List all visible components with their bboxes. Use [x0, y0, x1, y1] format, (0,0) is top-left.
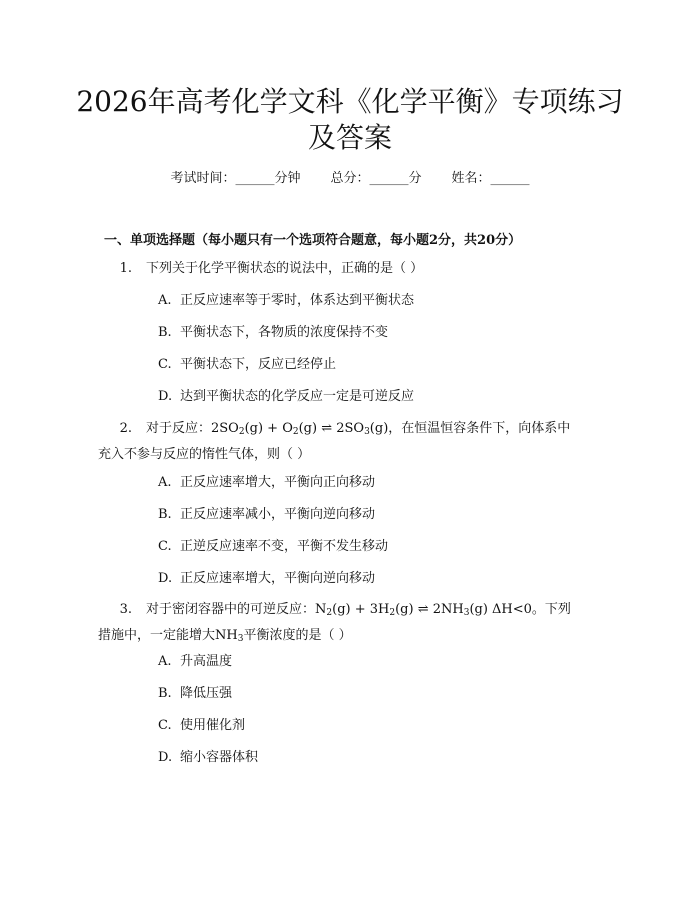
question-3 [98, 597, 604, 649]
question-3-option-a [158, 653, 232, 671]
option-letter: D. [158, 750, 173, 765]
question-1-option-d [158, 388, 414, 406]
question-3-line-2 [98, 623, 604, 649]
option-text: 缩小容器体积 [180, 750, 259, 765]
option-letter: A. [158, 293, 172, 308]
question-2-option-d [158, 570, 375, 588]
question-text: 下列关于化学平衡状态的说法中，正确的是（ ） [146, 261, 424, 276]
option-text: 平衡状态下，反应已经停止 [180, 357, 337, 372]
time-label: 考试时间： [170, 171, 236, 186]
option-text: 平衡状态下，各物质的浓度保持不变 [180, 325, 389, 340]
question-number: 2. [119, 421, 132, 436]
document-title-line-1: 2026年高考化学文科《化学平衡》专项练习 [76, 85, 624, 118]
subscript: 2 [292, 427, 299, 437]
question-text: (g) ΔH<0。下列 [469, 602, 571, 617]
subscript: 2 [238, 427, 245, 437]
option-letter: C. [158, 718, 172, 733]
option-text: 正反应速率减小，平衡向逆向移动 [180, 507, 376, 522]
question-2-line-2: 充入不参与反应的惰性气体，则（ ） [98, 447, 311, 462]
option-text: 达到平衡状态的化学反应一定是可逆反应 [180, 389, 415, 404]
option-letter: B. [158, 325, 172, 340]
question-text: 对于反应：2SO [146, 421, 239, 436]
question-text: 平衡浓度的是（ ） [243, 628, 352, 643]
question-1-option-c [158, 356, 336, 374]
question-1-option-b [158, 324, 388, 342]
question-text: (g) ⇌ 2NH [395, 602, 464, 617]
time-unit: 分钟 [274, 171, 301, 186]
option-letter: A. [158, 475, 172, 490]
subscript: 3 [237, 634, 244, 644]
name-blank: ______ [490, 171, 530, 186]
subscript: 2 [389, 608, 396, 618]
document-title-line-2: 及答案 [307, 121, 392, 154]
option-text: 正逆反应速率不变，平衡不发生移动 [180, 539, 389, 554]
question-1 [104, 256, 604, 282]
question-1-option-a [158, 292, 414, 310]
subscript: 2 [326, 608, 333, 618]
question-2-option-a [158, 474, 375, 492]
question-text: (g) + O [244, 421, 293, 436]
option-letter: D. [158, 571, 173, 586]
question-text: 措施中，一定能增大NH [98, 628, 238, 643]
question-text: (g)，在恒温恒容条件下，向体系中 [369, 421, 571, 436]
question-text: (g) + 3H [332, 602, 390, 617]
subscript: 3 [364, 427, 370, 437]
section-heading: 一、单项选择题（每小题只有一个选项符合题意，每小题2分，共20分） [104, 233, 522, 248]
option-text: 使用催化剂 [180, 718, 246, 733]
subscript: 3 [463, 608, 470, 618]
option-text: 降低压强 [180, 686, 233, 701]
option-text: 正反应速率增大，平衡向逆向移动 [180, 571, 376, 586]
question-3-option-c [158, 717, 245, 735]
option-letter: A. [158, 654, 172, 669]
option-letter: D. [158, 389, 173, 404]
question-2-option-b [158, 506, 375, 524]
score-blank: ______ [369, 171, 409, 186]
score-unit: 分 [408, 171, 422, 186]
question-2-line-1 [104, 416, 604, 442]
option-letter: C. [158, 357, 172, 372]
name-label: 姓名： [451, 171, 491, 186]
question-number: 1. [119, 261, 132, 276]
question-text: 对于密闭容器中的可逆反应：N [146, 602, 327, 617]
option-text: 升高温度 [180, 654, 233, 669]
question-3-option-b [158, 685, 232, 703]
question-3-option-d [158, 749, 258, 767]
question-3-line-1 [104, 597, 604, 623]
exam-info [0, 170, 700, 188]
question-number: 3. [119, 602, 132, 617]
option-text: 正反应速率等于零时，体系达到平衡状态 [180, 293, 415, 308]
question-2 [98, 416, 604, 468]
option-text: 正反应速率增大，平衡向正向移动 [180, 475, 376, 490]
score-label: 总分： [330, 171, 370, 186]
option-letter: B. [158, 686, 172, 701]
option-letter: B. [158, 507, 172, 522]
option-letter: C. [158, 539, 172, 554]
question-2-option-c [158, 538, 388, 556]
time-blank: ______ [235, 171, 275, 186]
question-text: (g) ⇌ 2SO [298, 421, 365, 436]
